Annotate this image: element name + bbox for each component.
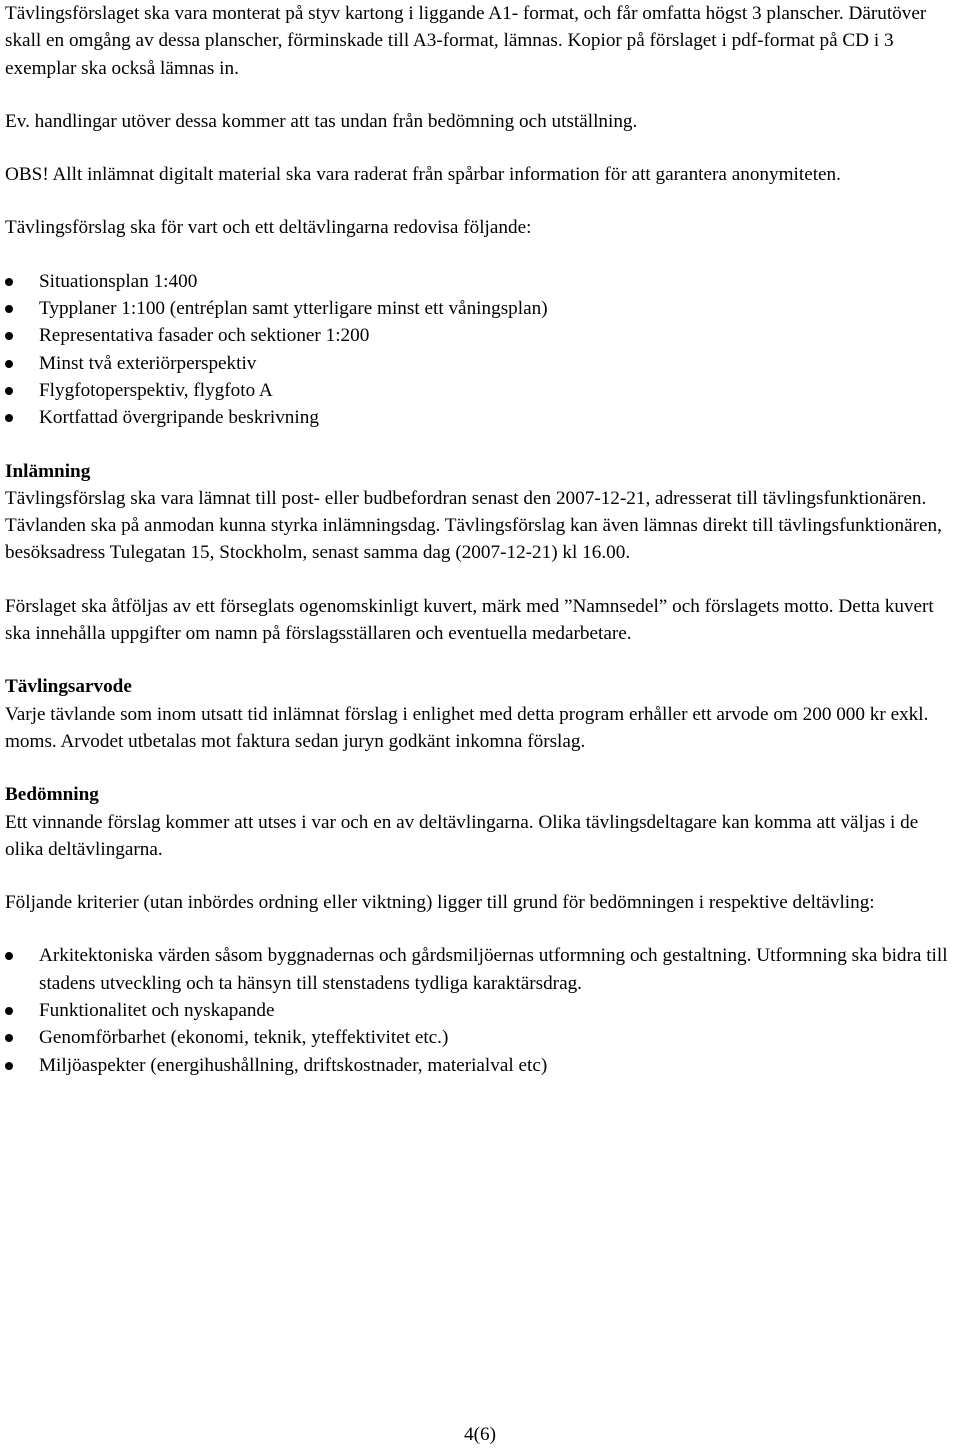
- bullet-icon: [5, 1034, 13, 1042]
- bullet-icon: [5, 332, 13, 340]
- requirements-list: [5, 268, 960, 432]
- list-item: Minst två exteriörperspektiv: [5, 350, 960, 377]
- bullet-icon: [5, 952, 13, 960]
- bedomning-paragraph: Ett vinnande förslag kommer att utses i var och en av deltävlingarna. Olika tävlingsdeltagare kan komma att väljas i de olika deltävlingarna.: [5, 811, 919, 860]
- section-heading-bedomning: Bedömning: [5, 784, 99, 806]
- page-number: 4(6): [464, 1424, 496, 1445]
- bullet-icon: [5, 414, 13, 422]
- exclusion-paragraph: Ev. handlingar utöver dessa kommer att tas undan från bedömning och utställning.: [5, 110, 638, 132]
- inlamning-paragraph: Tävlingsförslag ska vara lämnat till post- eller budbefordran senast den 2007-12-21, adresserat till tävlingsfunktionären. Tävlanden ska på anmodan kunna styrka inlämningsdag. Tävlingsförslag kan även lämnas direkt till tävlingsfunktionären, besöksadress Tulegatan 15, Stockholm, senast samma dag (2007-12-21) kl 16.00.: [5, 487, 942, 564]
- intro-paragraph: Tävlingsförslaget ska vara monterat på styv kartong i liggande A1- format, och får omfatta högst 3 planscher. Därutöver skall en omgång av dessa planscher, förminskade till A3-format, lämnas. Kopior på förslaget i pdf-format på CD i 3 exemplar ska också lämnas in.: [5, 3, 927, 79]
- list-item: Representativa fasader och sektioner 1:200: [5, 322, 960, 349]
- list-item: Typplaner 1:100 (entréplan samt ytterligare minst ett våningsplan): [5, 295, 960, 322]
- list-item: Genomförbarhet (ekonomi, teknik, yteffektivitet etc.): [5, 1024, 960, 1051]
- bullet-icon: [5, 1062, 13, 1070]
- criteria-list: [5, 942, 960, 1078]
- bullet-icon: [5, 305, 13, 313]
- criteria-intro: Följande kriterier (utan inbördes ordning eller viktning) ligger till grund för bedömningen i respektive deltävling:: [5, 892, 875, 914]
- bullet-icon: [5, 278, 13, 286]
- section-heading-inlamning: Inlämning: [5, 460, 91, 482]
- list-item: Flygfotoperspektiv, flygfoto A: [5, 377, 960, 404]
- arvode-paragraph: Varje tävlande som inom utsatt tid inlämnat förslag i enlighet med detta program erhåller ett arvode om 200 000 kr exkl. moms. Arvodet utbetalas mot faktura sedan juryn godkänt inkomna förslag.: [5, 703, 929, 752]
- list-item: Miljöaspekter (energihushållning, driftskostnader, materialval etc): [5, 1052, 960, 1079]
- section-heading-arvode: Tävlingsarvode: [5, 676, 132, 698]
- list-item: Situationsplan 1:400: [5, 268, 960, 295]
- list-item: Kortfattad övergripande beskrivning: [5, 404, 960, 431]
- envelope-paragraph: Förslaget ska åtföljas av ett förseglats ogenomskinligt kuvert, märk med ”Namnsedel” och förslagets motto. Detta kuvert ska innehålla uppgifter om namn på förslagsställaren och eventuella medarbetare.: [5, 595, 934, 645]
- requirements-intro: Tävlingsförslag ska för vart och ett deltävlingarna redovisa följande:: [5, 217, 532, 239]
- obs-paragraph: OBS! Allt inlämnat digitalt material ska vara raderat från spårbar information för att garantera anonymiteten.: [5, 164, 841, 186]
- bullet-icon: [5, 1007, 13, 1015]
- document-page: [5, 0, 960, 1079]
- list-item: Funktionalitet och nyskapande: [5, 997, 960, 1024]
- bullet-icon: [5, 360, 13, 368]
- bullet-icon: [5, 387, 13, 395]
- list-item: Arkitektoniska värden såsom byggnadernas och gårdsmiljöernas utformning och gestaltning. Utformning ska bidra till stadens utveckling och ta hänsyn till stenstadens tydliga karaktärsdrag.: [5, 942, 960, 997]
